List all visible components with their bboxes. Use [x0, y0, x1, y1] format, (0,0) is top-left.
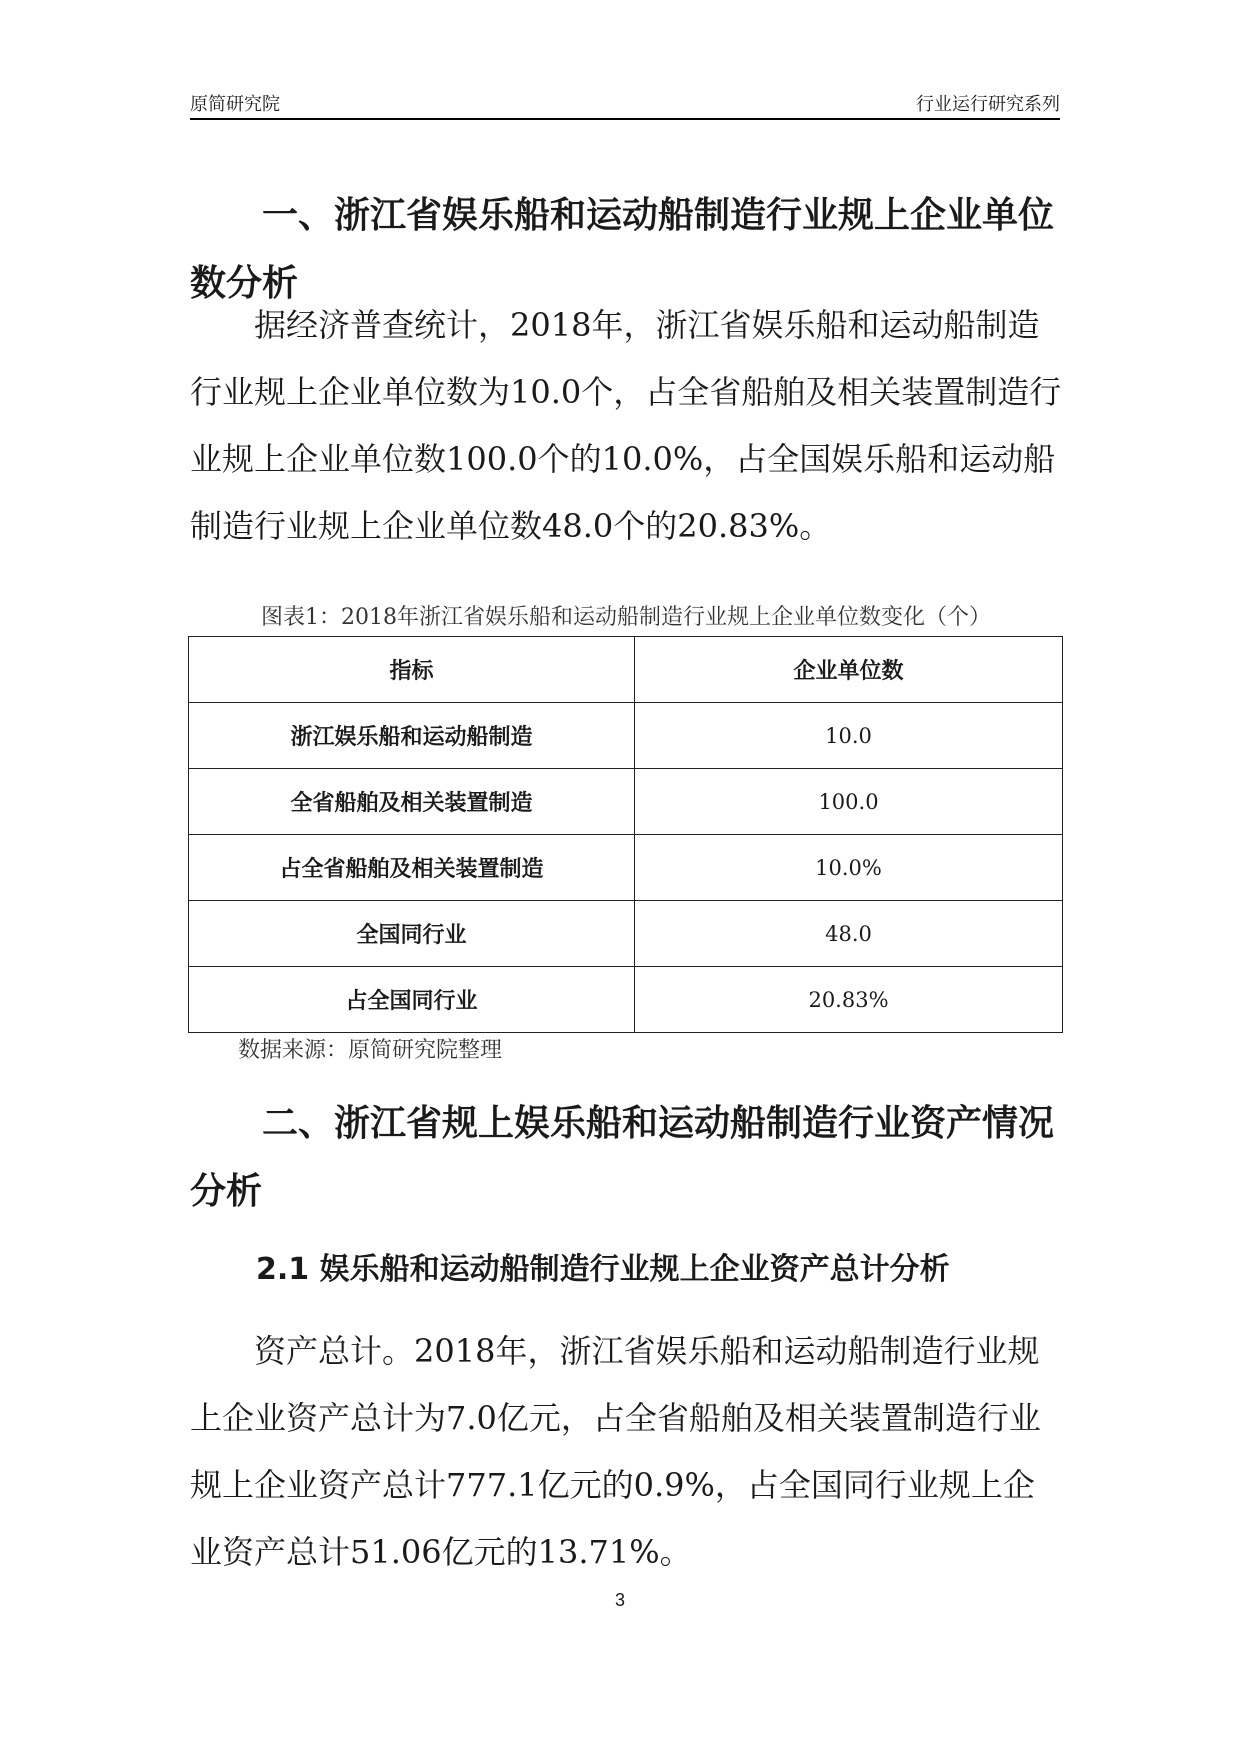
header-org-name: 原简研究院 [190, 94, 280, 115]
table1-caption: 图表1：2018年浙江省娱乐船和运动船制造行业规上企业单位数变化（个） [261, 605, 991, 630]
section1-paragraph: 据经济普查统计，2018年，浙江省娱乐船和运动船制造行业规上企业单位数为10.0个，占全省船舶及相关装置制造行业规上企业单位数100.0个的10.0%，占全国娱乐船和运动船制造行业规上企业单位数48.0个的20.83%。 [190, 306, 1062, 545]
table-cell-label: 占全国同行业 [189, 967, 635, 1033]
table-cell-value: 10.0 [635, 703, 1063, 769]
table-header-indicator: 指标 [189, 637, 635, 703]
section1-title: 一、浙江省娱乐船和运动船制造行业规上企业单位数分析 [190, 195, 1055, 304]
table-cell-value: 20.83% [635, 967, 1063, 1033]
table-cell-label: 浙江娱乐船和运动船制造 [189, 703, 635, 769]
table-row [189, 769, 1063, 835]
page-number: 3 [614, 1590, 625, 1610]
table-header-row [189, 637, 1063, 703]
section2-title: 二、浙江省规上娱乐船和运动船制造行业资产情况分析 [190, 1103, 1055, 1212]
page-header [190, 86, 1060, 120]
header-series-name: 行业运行研究系列 [916, 94, 1060, 115]
table-cell-label: 占全省船舶及相关装置制造 [189, 835, 635, 901]
table-row [189, 901, 1063, 967]
table-row [189, 703, 1063, 769]
section2-paragraph: 资产总计。2018年，浙江省娱乐船和运动船制造行业规上企业资产总计为7.0亿元，占全省船舶及相关装置制造行业规上企业资产总计777.1亿元的0.9%，占全国同行业规上企业资产总计51.06亿元的13.71%。 [190, 1332, 1041, 1571]
table-cell-label: 全省船舶及相关装置制造 [189, 769, 635, 835]
table-cell-value: 10.0% [635, 835, 1063, 901]
table1-source-note: 数据来源：原简研究院整理 [238, 1038, 503, 1063]
subsection-2-1-title: 2.1 娱乐船和运动船制造行业规上企业资产总计分析 [256, 1252, 950, 1287]
table-cell-value: 100.0 [635, 769, 1063, 835]
table-row [189, 835, 1063, 901]
table-cell-label: 全国同行业 [189, 901, 635, 967]
table-header-count: 企业单位数 [635, 637, 1063, 703]
table-row [189, 967, 1063, 1033]
enterprise-count-table [188, 636, 1063, 1033]
table-cell-value: 48.0 [635, 901, 1063, 967]
